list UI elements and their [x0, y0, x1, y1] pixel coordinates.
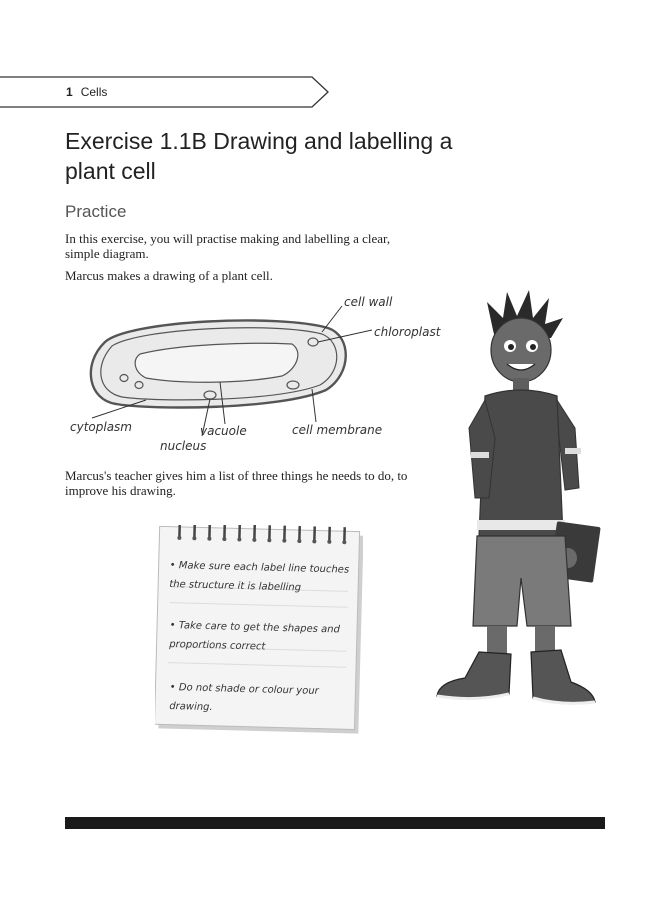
intro-paragraph: In this exercise, you will practise making and labelling a clear, simple diagram. — [65, 231, 391, 261]
label-chloroplast: chloroplast — [374, 325, 441, 339]
section-heading: Practice — [65, 202, 127, 221]
chapter-tab — [0, 76, 330, 108]
student-illustration — [425, 288, 615, 728]
label-cell-membrane: cell membrane — [292, 423, 383, 437]
label-cytoplasm: cytoplasm — [70, 420, 132, 434]
notepad-item-2: • Take care to get the shapes and proportions correct — [169, 619, 341, 653]
label-vacuole: vacuole — [200, 424, 247, 438]
cell-sketch — [91, 320, 346, 407]
drawing-paragraph: Marcus makes a drawing of a plant cell. — [65, 268, 273, 283]
notepad-item-3: • Do not shade or colour your drawing. — [169, 681, 319, 714]
label-cell-wall: cell wall — [344, 295, 393, 309]
chapter-number: 1 — [66, 85, 73, 99]
footer-bar — [65, 817, 605, 829]
label-nucleus: nucleus — [160, 439, 207, 453]
teacher-paragraph: Marcus's teacher gives him a list of three things he needs to do, to improve his drawing. — [65, 468, 408, 498]
chapter-label — [66, 85, 107, 99]
plant-cell-diagram — [60, 292, 460, 462]
chapter-title: Cells — [80, 85, 108, 99]
exercise-title: Exercise 1.1B Drawing and labelling a plant cell — [65, 128, 453, 184]
notepad-item-1: • Make sure each label line touches the structure it is labelling — [169, 559, 350, 594]
